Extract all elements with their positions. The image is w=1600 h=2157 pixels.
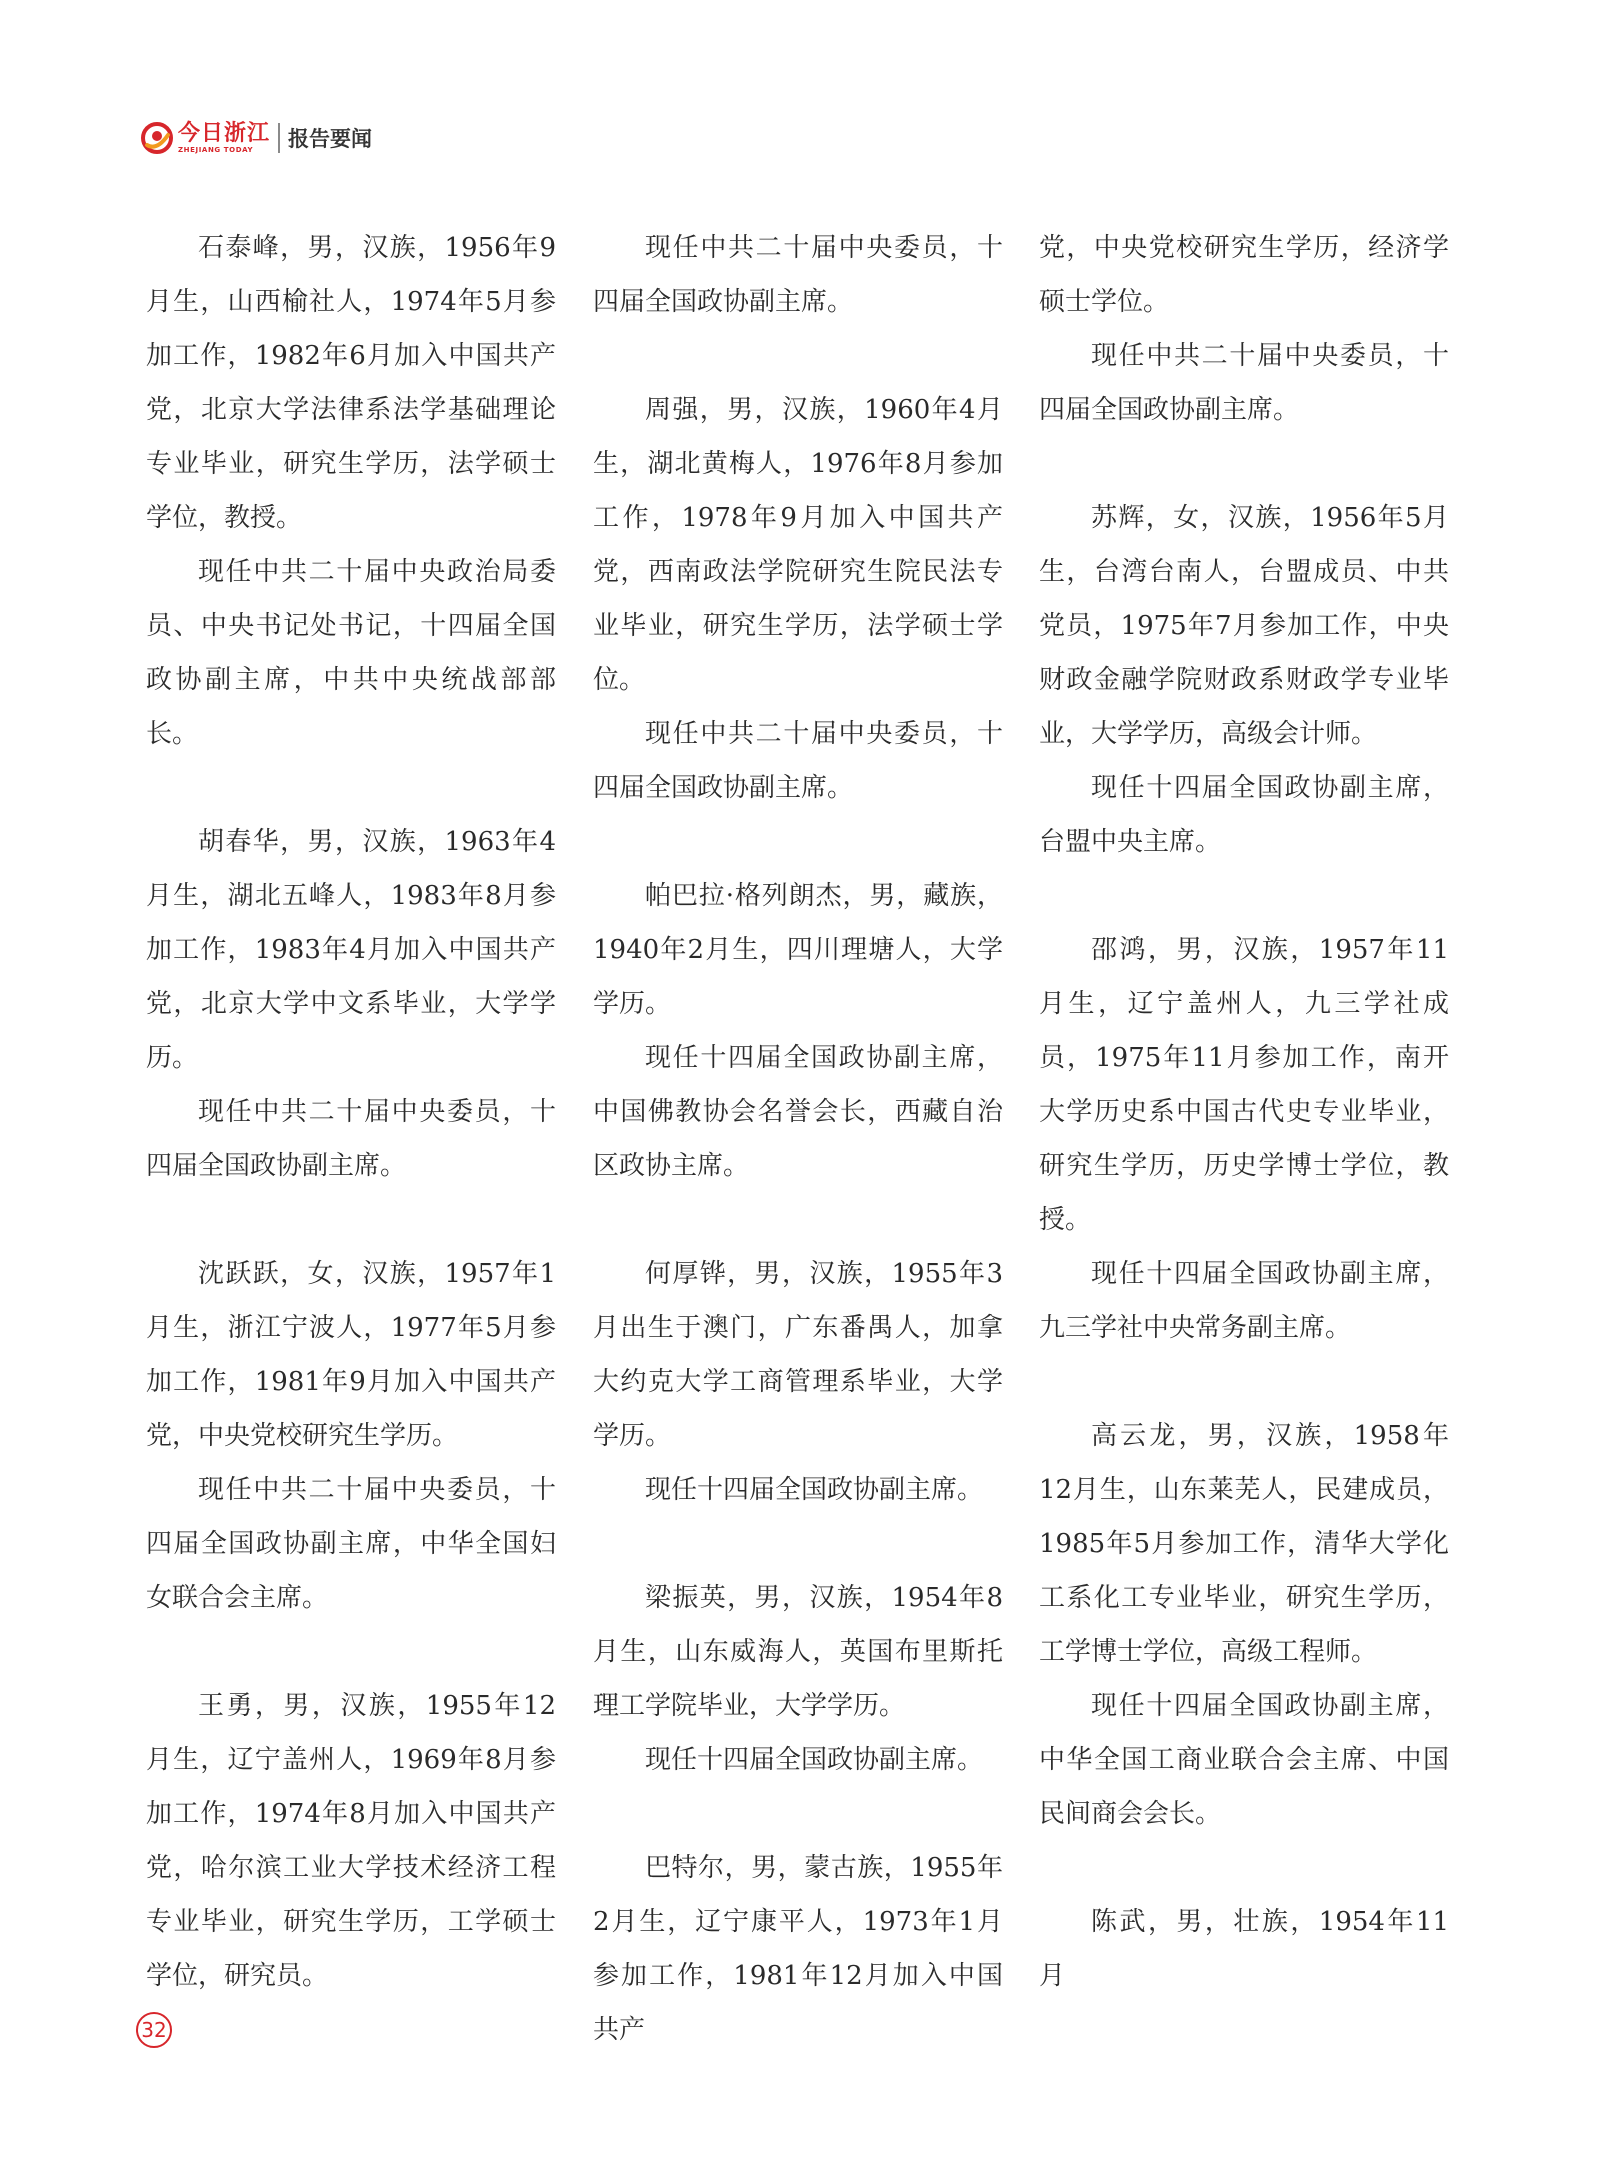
paragraph: 陈武，男，壮族，1954年11月 bbox=[1039, 1907, 1449, 1991]
paragraph: 现任十四届全国政协副主席，台盟中央主席。 bbox=[1039, 773, 1449, 857]
text-column-2 bbox=[593, 221, 1003, 2057]
text-column-3 bbox=[1039, 221, 1449, 2003]
paragraph: 巴特尔，男，蒙古族，1955年2月生，辽宁康平人，1973年1月参加工作，1981年12月加入中国共产 bbox=[593, 1853, 1003, 2045]
paragraph: 现任中共二十届中央委员，十四届全国政协副主席。 bbox=[1039, 341, 1449, 425]
paragraph: 王勇，男，汉族，1955年12月生，辽宁盖州人，1969年8月参加工作，1974年8月加入中国共产党，哈尔滨工业大学技术经济工程专业毕业，研究生学历，工学硕士学位，研究员。 bbox=[146, 1691, 556, 1991]
paragraph: 现任中共二十届中央政治局委员、中央书记处书记，十四届全国政协副主席，中共中央统战部部长。 bbox=[146, 557, 556, 749]
paragraph: 党，中央党校研究生学历，经济学硕士学位。 bbox=[1039, 233, 1449, 317]
paragraph: 现任中共二十届中央委员，十四届全国政协副主席，中华全国妇女联合会主席。 bbox=[146, 1475, 556, 1613]
paragraph: 苏辉，女，汉族，1956年5月生，台湾台南人，台盟成员、中共党员，1975年7月参加工作，中央财政金融学院财政系财政学专业毕业，大学学历，高级会计师。 bbox=[1039, 503, 1449, 749]
paragraph: 周强，男，汉族，1960年4月生，湖北黄梅人，1976年8月参加工作，1978年9月加入中国共产党，西南政法学院研究生院民法专业毕业，研究生学历，法学硕士学位。 bbox=[593, 395, 1003, 695]
paragraph: 胡春华，男，汉族，1963年4月生，湖北五峰人，1983年8月参加工作，1983年4月加入中国共产党，北京大学中文系毕业，大学学历。 bbox=[146, 827, 556, 1073]
paragraph: 帕巴拉·格列朗杰，男，藏族，1940年2月生，四川理塘人，大学学历。 bbox=[593, 881, 1003, 1019]
paragraph: 现任中共二十届中央委员，十四届全国政协副主席。 bbox=[593, 233, 1003, 317]
paragraph: 现任中共二十届中央委员，十四届全国政协副主席。 bbox=[593, 719, 1003, 803]
paragraph: 现任十四届全国政协副主席，中国佛教协会名誉会长，西藏自治区政协主席。 bbox=[593, 1043, 1003, 1181]
paragraph: 现任十四届全国政协副主席，九三学社中央常务副主席。 bbox=[1039, 1259, 1449, 1343]
logo-english-text: ZHEJIANG TODAY bbox=[178, 145, 254, 154]
page-number: 32 bbox=[136, 2012, 172, 2048]
paragraph: 梁振英，男，汉族，1954年8月生，山东威海人，英国布里斯托理工学院毕业，大学学历。 bbox=[593, 1583, 1003, 1721]
sun-swirl-logo-icon bbox=[140, 121, 174, 155]
zhejiang-today-logo bbox=[140, 121, 270, 155]
section-title: 报告要闻 bbox=[288, 127, 373, 151]
paragraph: 何厚铧，男，汉族，1955年3月出生于澳门，广东番禺人，加拿大约克大学工商管理系毕业，大学学历。 bbox=[593, 1259, 1003, 1451]
paragraph: 现任十四届全国政协副主席。 bbox=[645, 1475, 984, 1505]
logo-chinese-text: 今日浙江 bbox=[178, 120, 271, 146]
paragraph: 邵鸿，男，汉族，1957年11月生，辽宁盖州人，九三学社成员，1975年11月参加工作，南开大学历史系中国古代史专业毕业，研究生学历，历史学博士学位，教授。 bbox=[1039, 935, 1449, 1235]
paragraph: 现任十四届全国政协副主席。 bbox=[645, 1745, 984, 1775]
page-header bbox=[140, 118, 372, 158]
header-divider bbox=[278, 123, 280, 153]
paragraph: 高云龙，男，汉族，1958年12月生，山东莱芜人，民建成员，1985年5月参加工作，清华大学化工系化工专业毕业，研究生学历，工学博士学位，高级工程师。 bbox=[1039, 1421, 1449, 1667]
text-column-1 bbox=[146, 221, 556, 2003]
paragraph: 现任中共二十届中央委员，十四届全国政协副主席。 bbox=[146, 1097, 556, 1181]
paragraph: 石泰峰，男，汉族，1956年9月生，山西榆社人，1974年5月参加工作，1982年6月加入中国共产党，北京大学法律系法学基础理论专业毕业，研究生学历，法学硕士学位，教授。 bbox=[146, 233, 556, 533]
paragraph: 现任十四届全国政协副主席，中华全国工商业联合会主席、中国民间商会会长。 bbox=[1039, 1691, 1449, 1829]
paragraph: 沈跃跃，女，汉族，1957年1月生，浙江宁波人，1977年5月参加工作，1981年9月加入中国共产党，中央党校研究生学历。 bbox=[146, 1259, 556, 1451]
